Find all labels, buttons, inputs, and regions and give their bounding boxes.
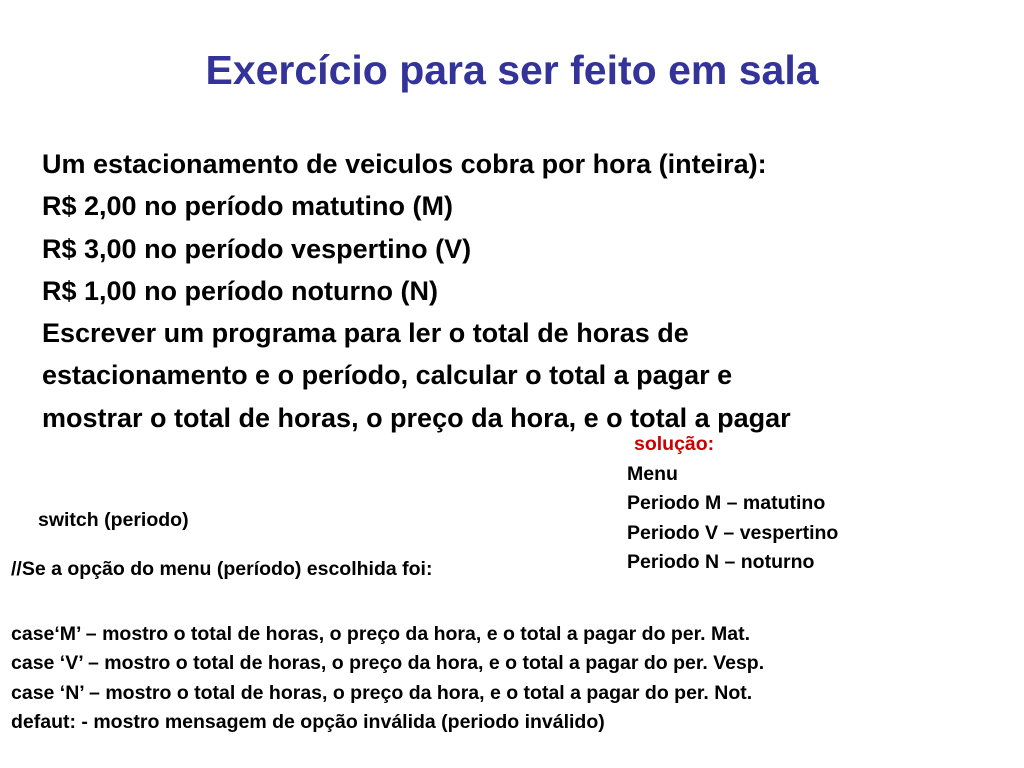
solution-line: Periodo N – noturno — [627, 551, 815, 573]
code-comment: //Se a opção do menu (período) escolhida foi: — [11, 558, 433, 580]
solution-line: Menu — [627, 462, 678, 485]
solution-line: Periodo M – matutino — [627, 492, 826, 514]
switch-statement: switch (periodo) — [38, 509, 189, 531]
problem-line: R$ 3,00 no período vespertino (V) — [42, 233, 472, 264]
problem-line: Um estacionamento de veiculos cobra por hora (inteira): — [42, 149, 767, 179]
case-line: case ‘V’ – mostro o total de horas, o preço da hora, e o total a pagar do per. Vesp. — [11, 652, 765, 675]
slide-title: Exercício para ser feito em sala — [205, 47, 819, 93]
solution-block — [627, 430, 1017, 578]
problem-line: Escrever um programa para ler o total de horas de — [42, 318, 689, 349]
case-line: defaut: - mostro mensagem de opção inválida (periodo inválido) — [11, 710, 605, 733]
problem-statement — [42, 143, 1012, 439]
case-line: case‘M’ – mostro o total de horas, o preço da hora, e o total a pagar do per. Mat. — [11, 623, 751, 645]
problem-line: estacionamento e o período, calcular o total a pagar e — [42, 360, 733, 391]
solution-heading: solução: — [634, 433, 715, 455]
case-line: case ‘N’ – mostro o total de horas, o preço da hora, e o total a pagar do per. Not. — [11, 681, 753, 704]
problem-line: mostrar o total de horas, o preço da hora, e o total a pagar — [42, 402, 791, 433]
problem-line: R$ 1,00 no período noturno (N) — [42, 275, 438, 306]
case-list — [11, 620, 1016, 737]
problem-line: R$ 2,00 no período matutino (M) — [42, 191, 454, 222]
solution-line: Periodo V – vespertino — [627, 521, 839, 544]
